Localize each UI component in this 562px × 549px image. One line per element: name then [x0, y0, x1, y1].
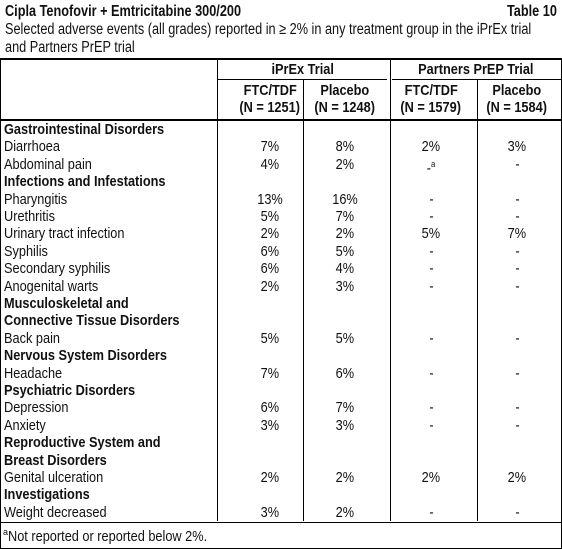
row-value: 2%	[507, 469, 527, 486]
row-value: -	[514, 242, 520, 260]
column-rule-2	[303, 79, 304, 521]
row-value: 5%	[421, 225, 441, 243]
row-value: -	[514, 503, 520, 521]
row-value: 3%	[260, 416, 280, 434]
column-header-3: FTC/TDF	[404, 82, 458, 99]
row-label: Urethritis	[4, 208, 56, 225]
row-value: 4%	[260, 155, 280, 173]
row-value: -	[428, 503, 434, 521]
row-value: 2%	[421, 138, 441, 156]
section-heading: Connective Tissue Disorders	[4, 312, 180, 330]
row-label: Anogenital warts	[4, 277, 99, 295]
row-value: -	[428, 416, 434, 434]
column-header-1: FTC/TDF	[243, 82, 297, 99]
footnote	[3, 527, 242, 545]
table-caption: Selected adverse events (all grades) reported in ≥ 2% in any treatment group in the iPrEx trial and Partners PrEP trial	[5, 21, 532, 56]
row-value: 16%	[332, 190, 358, 208]
body-bottom-rule	[0, 522, 562, 523]
row-value: 5%	[335, 329, 355, 347]
row-value: 6%	[260, 399, 280, 417]
row-value: -	[428, 242, 434, 260]
row-value: 3%	[507, 138, 527, 156]
table-header	[5, 2, 557, 66]
column-header-n-3: (N = 1579)	[400, 99, 462, 116]
group-rule-iprex	[217, 79, 387, 80]
section-heading: Investigations	[4, 486, 90, 504]
row-value: 5%	[335, 242, 355, 260]
row-label: Syphilis	[4, 242, 48, 260]
section-heading: Musculoskeletal and	[4, 295, 129, 312]
row-value: 2%	[335, 155, 355, 173]
row-label: Abdominal pain	[4, 155, 92, 173]
row-value: -	[514, 190, 520, 208]
row-value: -	[514, 399, 520, 417]
row-value: -	[428, 399, 434, 417]
row-value: 3%	[260, 503, 280, 521]
footnote-ref: a	[430, 158, 436, 169]
row-value: 5%	[260, 208, 280, 225]
row-value: -	[514, 277, 520, 295]
footnote-text: Not reported or reported below 2%.	[8, 528, 208, 545]
row-value: -	[428, 329, 434, 347]
row-value: -	[514, 329, 520, 347]
column-rule-4	[477, 79, 478, 521]
column-rule-1	[217, 58, 218, 521]
row-value: 3%	[335, 277, 355, 295]
row-value: 2%	[260, 225, 280, 243]
row-label: Pharyngitis	[4, 190, 68, 208]
row-value: -	[428, 277, 434, 295]
table-left-rule	[0, 58, 1, 549]
group-label-iprex: iPrEx Trial	[271, 61, 335, 78]
column-header-n-1: (N = 1251)	[239, 99, 301, 116]
row-label: Genital ulceration	[4, 469, 104, 486]
row-label: Anxiety	[4, 416, 46, 434]
row-label: Headache	[4, 364, 63, 382]
footnote-marker: a	[3, 527, 9, 537]
section-heading: Reproductive System and	[4, 434, 161, 452]
row-value: 6%	[335, 364, 355, 382]
column-rule-3	[390, 58, 391, 521]
row-value: -	[428, 208, 434, 225]
row-label: Diarrhoea	[4, 138, 60, 156]
row-value: 2%	[335, 225, 355, 243]
row-value: 8%	[335, 138, 355, 156]
row-value: 6%	[260, 242, 280, 260]
row-value: -$^a$	[426, 158, 436, 177]
row-label: Secondary syphilis	[4, 260, 111, 278]
row-value: -	[514, 260, 520, 278]
table-title: Cipla Tenofovir + Emtricitabine 300/200	[5, 3, 242, 20]
row-value: 2%	[260, 277, 280, 295]
row-value: -	[428, 364, 434, 382]
row-value: -	[514, 416, 520, 434]
row-label: Back pain	[4, 329, 60, 347]
row-value: 7%	[335, 208, 355, 225]
row-value: 13%	[257, 190, 283, 208]
section-heading: Infections and Infestations	[4, 173, 166, 191]
row-value: 5%	[260, 329, 280, 347]
row-value: 7%	[260, 364, 280, 382]
column-header-n-4: (N = 1584)	[486, 99, 548, 116]
row-value: 6%	[260, 260, 280, 278]
section-heading: Breast Disorders	[4, 451, 107, 469]
section-heading: Psychiatric Disorders	[4, 382, 136, 399]
table-number: Table 10	[507, 3, 557, 20]
row-value: -	[514, 155, 520, 173]
row-value: 7%	[335, 399, 355, 417]
row-value: 3%	[335, 416, 355, 434]
row-value: 2%	[260, 469, 280, 486]
row-value: 7%	[260, 138, 280, 156]
section-heading: Gastrointestinal Disorders	[4, 121, 165, 138]
row-label: Depression	[4, 399, 69, 417]
row-value: -	[514, 208, 520, 225]
row-value: 2%	[335, 469, 355, 486]
row-label: Weight decreased	[4, 503, 107, 521]
row-value: 4%	[335, 260, 355, 278]
column-header-2: Placebo	[320, 82, 370, 99]
row-value: -	[428, 260, 434, 278]
table-top-rule	[0, 58, 562, 60]
column-header-n-2: (N = 1248)	[314, 99, 376, 116]
section-heading: Nervous System Disorders	[4, 347, 167, 365]
row-value: 7%	[507, 225, 527, 243]
group-label-partners: Partners PrEP Trial	[417, 61, 534, 78]
row-value: -	[428, 190, 434, 208]
column-header-4: Placebo	[492, 82, 542, 99]
row-value: 2%	[421, 469, 441, 486]
row-value: -	[514, 364, 520, 382]
row-label: Urinary tract infection	[4, 225, 125, 243]
row-value: 2%	[335, 503, 355, 521]
